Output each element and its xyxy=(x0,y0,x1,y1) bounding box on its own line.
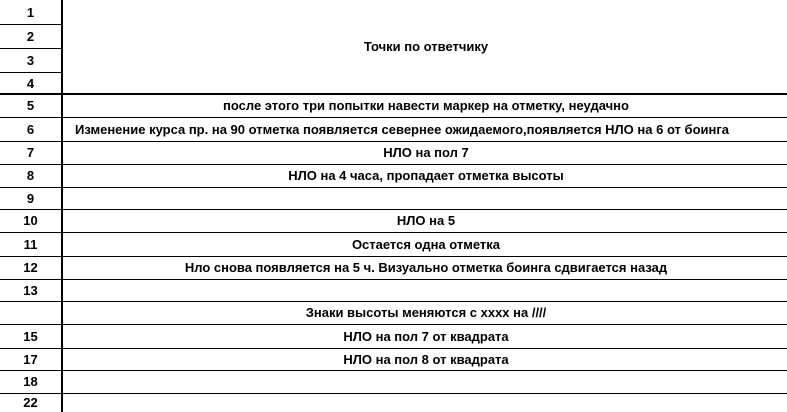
row-number[interactable]: 13 xyxy=(0,279,63,301)
text-cell[interactable]: Знаки высоты меняются с хххх на //// xyxy=(305,305,547,320)
row-number[interactable]: 11 xyxy=(0,232,63,256)
row-divider xyxy=(0,24,63,25)
row-number[interactable] xyxy=(0,301,63,324)
row-number[interactable]: 4 xyxy=(0,72,63,94)
text-cell[interactable]: НЛО на пол 8 от квадрата xyxy=(343,351,509,367)
merged-title-cell[interactable]: Точки по ответчику xyxy=(363,39,489,54)
text-cell[interactable] xyxy=(65,279,787,301)
row-divider xyxy=(0,48,63,49)
row-number[interactable]: 7 xyxy=(0,141,63,164)
text-cell[interactable]: НЛО на 4 часа, пропадает отметка высоты xyxy=(288,168,564,183)
text-cell[interactable] xyxy=(65,370,787,393)
row-number[interactable]: 8 xyxy=(0,164,63,187)
text-cell[interactable]: НЛО на 5 xyxy=(396,213,456,228)
row-number[interactable]: 22 xyxy=(0,393,63,412)
text-cell[interactable]: НЛО на пол 7 xyxy=(383,145,469,160)
row-divider xyxy=(0,72,63,73)
row-number[interactable]: 2 xyxy=(0,24,63,48)
row-number[interactable]: 3 xyxy=(0,48,63,72)
text-cell[interactable]: после этого три попытки навести маркер на отметку, неудачно xyxy=(223,98,629,113)
row-number[interactable]: 5 xyxy=(0,94,63,117)
row-number[interactable]: 15 xyxy=(0,324,63,348)
text-cell[interactable]: Изменение курса пр. на 90 отметка появляется севернее ожидаемого,появляется НЛО на 6 от боинга xyxy=(75,121,729,137)
row-number[interactable]: 1 xyxy=(0,0,63,24)
text-cell[interactable]: Нло снова появляется на 5 ч. Визуально отметка боинга сдвигается назад xyxy=(184,260,668,275)
row-number[interactable]: 18 xyxy=(0,370,63,393)
row-number[interactable]: 12 xyxy=(0,256,63,279)
row-number[interactable]: 17 xyxy=(0,348,63,370)
text-cell[interactable] xyxy=(65,393,787,412)
row-number[interactable]: 10 xyxy=(0,209,63,232)
text-cell[interactable] xyxy=(65,187,787,209)
text-cell[interactable]: Остается одна отметка xyxy=(351,236,501,252)
row-number[interactable]: 9 xyxy=(0,187,63,209)
text-cell[interactable]: НЛО на пол 7 от квадрата xyxy=(343,328,509,344)
row-number[interactable]: 6 xyxy=(0,117,63,141)
